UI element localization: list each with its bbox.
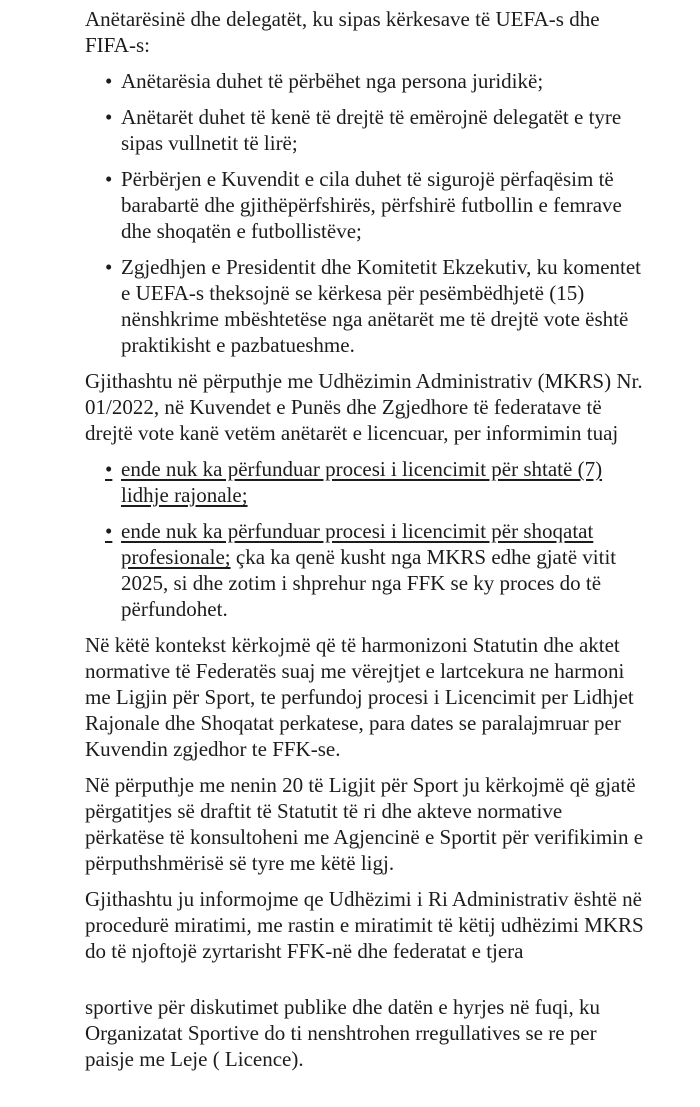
list-item — [105, 518, 644, 622]
bullet-icon — [105, 518, 121, 622]
list-item-text: Përbërjen e Kuvendit e cila duhet të sigurojë përfaqësim të barabartë dhe gjithëpërfshirës, përfshirë futbollin e femrave dhe shoqatën e futbollistëve; — [121, 167, 622, 243]
list-item-text-rest: çka ka qenë kusht nga MKRS edhe gjatë vitit 2025, si dhe zotim i shprehur nga FFK se ky proces do të përfundohet. — [121, 545, 617, 621]
list-item — [105, 254, 644, 358]
bullet-icon — [105, 104, 121, 156]
list-item — [105, 456, 644, 508]
bullet-icon — [105, 254, 121, 358]
harmonization-paragraph: Në këtë kontekst kërkojmë që të harmonizoni Statutin dhe aktet normative të Federatës suaj me vërejtjet e lartcekura ne harmoni me Ligjin për Sport, te perfundoj procesi i Licencimit per Lidhjet Rajonale dhe Shoqatat perkatese, para dates se paralajmruar per Kuvendin zgjedhor te FFK-se. — [85, 633, 634, 761]
intro-paragraph: Anëtarësinë dhe delegatët, ku sipas kërkesave të UEFA-s dhe FIFA-s: — [85, 7, 600, 57]
bullet-icon — [105, 166, 121, 244]
list-item-text: Anëtarët duhet të kenë të drejtë të emërojnë delegatët e tyre sipas vullnetit të lirë; — [121, 105, 622, 155]
uefa-requirements-list — [105, 68, 644, 358]
bullet-icon — [105, 68, 121, 94]
licensing-issues-list — [105, 456, 644, 622]
article20-paragraph: Në përputhje me nenin 20 të Ligjit për Sport ju kërkojmë që gjatë përgatitjes së draftit të Statutit të ri dhe akteve normative përkatëse të konsultoheni me Agjencinë e Sportit për verifikimin e përputhshmërisë së tyre me këtë ligj. — [85, 773, 644, 875]
list-item-text: Zgjedhjen e Presidentit dhe Komitetit Ekzekutiv, ku komentet e UEFA-s theksojnë se kërkesa për pesëmbëdhjetë (15) nënshkrime mbështetëse nga anëtarët me të drejtë vote është praktikisht e pazbatueshme. — [121, 255, 642, 357]
underlined-text: ende nuk ka përfunduar procesi i licencimit për shoqatat profesionale; — [121, 519, 594, 569]
closing-paragraph: sportive për diskutimet publike dhe datën e hyrjes në fuqi, ku Organizatat Sportive do ti nenshtrohen rregullatives se re per paisje me Leje ( Licence). — [85, 995, 600, 1071]
list-item — [105, 166, 644, 244]
bullet-icon — [105, 456, 121, 508]
list-item — [105, 68, 644, 94]
list-item-text: Anëtarësia duhet të përbëhet nga persona juridikë; — [121, 69, 544, 93]
admin-instruction-paragraph: Gjithashtu në përputhje me Udhëzimin Administrativ (MKRS) Nr. 01/2022, në Kuvendet e Punës dhe Zgjedhore të federatave të drejtë vote kanë vetëm anëtarët e licencuar, per informimin tuaj — [85, 369, 643, 445]
list-item-text — [121, 518, 644, 622]
list-item — [105, 104, 644, 156]
underlined-text: ende nuk ka përfunduar procesi i licencimit për shtatë (7) lidhje rajonale; — [121, 457, 603, 507]
list-item-text — [121, 456, 644, 508]
notification-paragraph: Gjithashtu ju informojme qe Udhëzimi i Ri Administrativ është në procedurë miratimi, me rastin e miratimit të këtij udhëzimi MKRS do të njoftojë zyrtarisht FFK-në dhe federatat e tjera — [85, 887, 644, 963]
